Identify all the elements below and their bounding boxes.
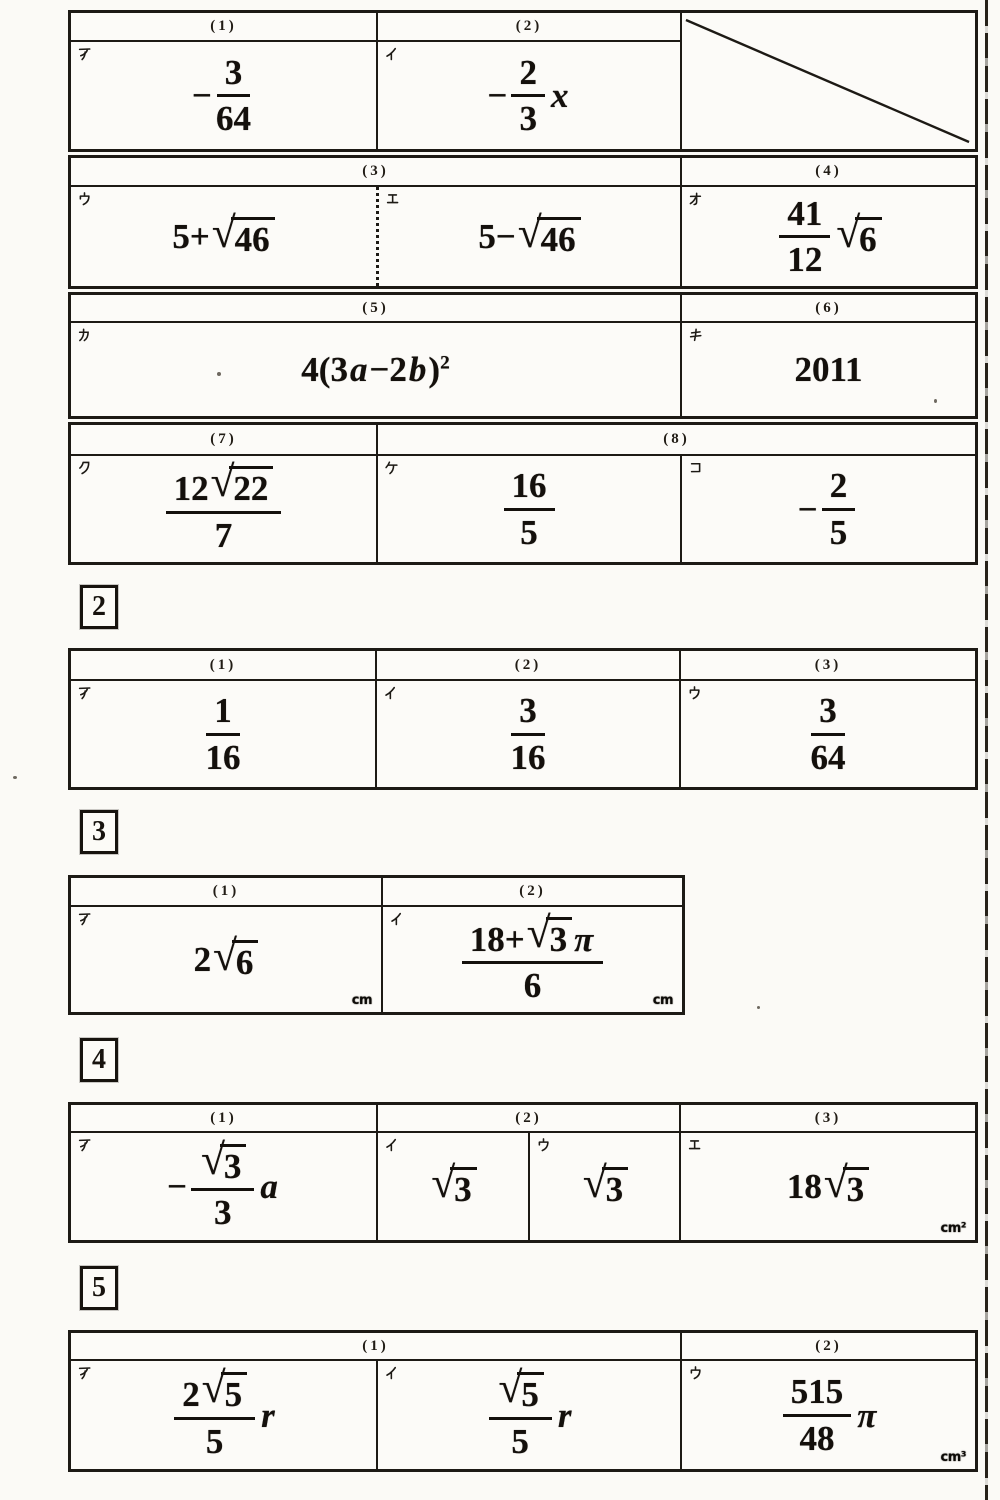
radicand (517, 1372, 544, 1415)
sqrt-expression (498, 1364, 544, 1415)
answer-cell (71, 907, 381, 1012)
fraction (166, 458, 282, 555)
problem-number: 2 (92, 591, 106, 622)
fraction-denominator (214, 514, 233, 555)
math-text: 48 (799, 1418, 835, 1458)
question-number-header (680, 158, 975, 187)
fraction-denominator (799, 1417, 835, 1458)
radicand (221, 1372, 248, 1415)
math-text-run (556, 1395, 574, 1435)
math-text-run (520, 512, 538, 552)
math-text: 3 (519, 691, 537, 731)
question-number-label: (1) (362, 1337, 389, 1354)
fraction-denominator (787, 238, 823, 279)
question-number-label: (2) (519, 883, 546, 899)
question-number-header (381, 878, 682, 907)
answer-cell (680, 187, 975, 286)
fraction (779, 193, 830, 279)
math-text: − (167, 1167, 188, 1206)
math-text-run (234, 219, 270, 259)
answer-cell (528, 1133, 679, 1240)
fraction (511, 52, 545, 138)
math-text-run (846, 1169, 865, 1209)
math-variable: π (857, 1395, 877, 1435)
problem-number-box (80, 810, 118, 854)
scan-speck (217, 372, 221, 376)
sqrt-expression (836, 208, 881, 259)
radical-sign: √ (210, 458, 234, 507)
problem-number-box (80, 585, 118, 629)
question-number-header (376, 425, 975, 456)
math-text: 3 (223, 1146, 242, 1186)
radicand (843, 1167, 870, 1209)
fraction-denominator (829, 511, 848, 552)
math-text: 1 (214, 691, 232, 731)
math-superscript: 2 (440, 352, 450, 374)
answer-table-p1r3 (68, 292, 978, 419)
math-text-run (224, 52, 243, 92)
math-text-run (258, 1169, 280, 1204)
radical-sign: √ (498, 1364, 522, 1413)
answer-cell (376, 456, 680, 562)
problem-number: 5 (92, 1272, 106, 1303)
math-answer (378, 1361, 680, 1469)
math-text-run (787, 240, 823, 279)
math-variable: r (557, 1395, 572, 1435)
math-text: 5 (511, 1421, 529, 1461)
fraction-numerator (217, 52, 251, 97)
math-answer (383, 907, 682, 1012)
math-text: 18+ (469, 919, 525, 959)
math-text-run (469, 919, 525, 959)
math-text-run (194, 942, 212, 977)
math-text: − (487, 76, 508, 115)
question-number-header (680, 1333, 975, 1361)
radicand (602, 1167, 629, 1209)
math-text-run (488, 78, 508, 113)
sqrt-expression (211, 208, 275, 259)
radicand (232, 940, 259, 982)
fraction-numerator (489, 1364, 552, 1419)
question-number-header (71, 425, 376, 456)
math-text-run (172, 219, 209, 254)
fraction-denominator (510, 736, 546, 777)
fraction (510, 691, 546, 777)
fraction-numerator (511, 52, 545, 97)
math-text: 3 (819, 691, 837, 731)
math-text: 4(3 (301, 350, 348, 389)
question-number-header (71, 1105, 376, 1133)
math-text-run (205, 737, 241, 777)
math-text-run (829, 466, 848, 506)
sqrt-expression (210, 458, 274, 509)
answer-cell (375, 681, 679, 787)
math-answer (682, 323, 975, 416)
math-text: − (192, 76, 212, 115)
question-number-label: (1) (210, 1109, 237, 1126)
radicand (855, 217, 882, 259)
fraction-denominator (520, 511, 538, 552)
math-answer (71, 681, 375, 787)
fraction-numerator (206, 691, 240, 735)
question-number-label: (2) (515, 18, 543, 34)
sqrt-expression (526, 908, 572, 959)
scan-speck (757, 1006, 760, 1009)
question-number-label: (7) (210, 431, 237, 447)
answer-cell (71, 1361, 376, 1469)
fraction-numerator (822, 466, 856, 510)
math-answer (71, 907, 381, 1012)
math-variable: x (550, 76, 569, 115)
math-text-run (214, 515, 233, 555)
radical-sign: √ (582, 1158, 606, 1207)
math-variable: a (260, 1167, 278, 1206)
radicand (231, 217, 275, 259)
math-text-run (478, 219, 515, 254)
sqrt-expression (517, 208, 581, 259)
math-variable: a (349, 350, 368, 389)
question-number-header (71, 13, 376, 42)
answer-cell (680, 1361, 975, 1469)
answer-cell (376, 1133, 528, 1240)
math-text: 12 (787, 240, 823, 279)
math-text-run (301, 352, 449, 387)
radical-sign: √ (823, 1158, 847, 1207)
math-text: 16 (511, 466, 547, 506)
math-text: 64 (215, 99, 251, 138)
math-text-run (167, 1169, 187, 1204)
fraction-numerator (511, 691, 545, 735)
answer-cell (680, 323, 975, 416)
radical-sign: √ (431, 1158, 455, 1207)
math-answer (681, 1133, 975, 1240)
unit-label: cm (652, 993, 673, 1008)
fraction-denominator (511, 1420, 529, 1461)
math-text-run (182, 1375, 200, 1415)
answer-cell (71, 42, 376, 149)
radical-sign: √ (201, 1135, 224, 1184)
math-variable: r (261, 1395, 275, 1435)
fraction-denominator (810, 736, 846, 777)
math-text-run (519, 691, 537, 731)
math-text-run (819, 691, 837, 731)
radical-sign: √ (836, 208, 860, 257)
math-answer (71, 42, 376, 149)
radical-sign: √ (517, 208, 541, 257)
math-answer (682, 1361, 975, 1469)
fraction (205, 691, 241, 777)
math-text-run (519, 99, 537, 138)
question-number-header (679, 1105, 975, 1133)
math-text-run (787, 1169, 822, 1204)
fraction-denominator (213, 1191, 232, 1232)
math-text-run (259, 1395, 277, 1435)
math-text-run (605, 1169, 624, 1209)
math-text: 2 (829, 466, 848, 506)
math-text-run (192, 78, 212, 113)
fraction-numerator (504, 466, 555, 510)
fraction (489, 1364, 552, 1461)
fraction-numerator (783, 1372, 852, 1416)
math-text-run (787, 193, 823, 233)
math-text-run (829, 512, 848, 552)
radical-sign: √ (526, 908, 550, 957)
math-answer (378, 456, 680, 562)
fraction-numerator (191, 1135, 254, 1191)
math-answer (530, 1133, 679, 1240)
math-text: 515 (790, 1372, 844, 1412)
fraction-numerator (166, 458, 282, 513)
math-text: 5+ (172, 217, 210, 256)
diagonal-strike-line (682, 13, 975, 149)
math-text-run (511, 466, 547, 506)
sqrt-expression (823, 1158, 869, 1209)
math-answer (378, 1133, 528, 1240)
math-text: 3 (846, 1169, 865, 1209)
math-text: 3 (224, 52, 243, 92)
answer-table-p1r2 (68, 155, 978, 289)
answer-cell (376, 187, 680, 286)
math-text: 16 (205, 737, 241, 777)
question-number-header (376, 13, 680, 42)
answer-cell (381, 907, 682, 1012)
math-text: 16 (510, 737, 546, 777)
fraction-numerator (174, 1364, 255, 1419)
fraction-numerator (462, 908, 603, 964)
answer-cell (376, 1361, 680, 1469)
question-number-label: (1) (209, 656, 237, 673)
sqrt-expression (201, 1135, 246, 1186)
fraction (810, 691, 846, 777)
unit-label: cm² (940, 1221, 966, 1236)
math-text: 3 (605, 1169, 624, 1209)
math-variable: b (408, 350, 427, 389)
math-text-run (235, 942, 254, 982)
question-number-label: (3) (362, 163, 389, 179)
math-answer (71, 456, 376, 562)
radicand (546, 917, 573, 959)
radical-sign: √ (211, 208, 235, 257)
answer-cell (376, 42, 680, 149)
question-number-label: (3) (814, 656, 842, 673)
question-number-header (71, 1333, 680, 1361)
question-number-header (71, 295, 680, 323)
math-text: 3 (213, 1193, 232, 1232)
math-text: 5 (224, 1375, 243, 1415)
radicand (450, 1167, 477, 1209)
math-answer (71, 1361, 376, 1469)
answer-table-p4 (68, 1102, 978, 1243)
math-text: 41 (787, 193, 823, 233)
math-answer (682, 456, 975, 562)
math-text: − (797, 489, 818, 529)
problem-number: 3 (92, 816, 106, 847)
math-text-run (549, 78, 571, 113)
math-text-run (233, 469, 269, 509)
math-text: ) (428, 350, 441, 389)
fraction-denominator (519, 97, 537, 138)
math-text-run (521, 1375, 539, 1415)
math-text: 18 (786, 1167, 822, 1206)
math-answer (71, 323, 680, 416)
math-text-run (810, 737, 846, 777)
fraction-denominator (205, 1420, 224, 1461)
answer-table-p3 (68, 875, 685, 1015)
fraction-numerator (779, 193, 830, 238)
sqrt-expression (431, 1158, 476, 1209)
fraction (504, 466, 555, 552)
math-text-run (454, 1169, 472, 1209)
question-number-header (71, 651, 375, 681)
fraction-denominator (205, 736, 241, 777)
math-text-run (572, 919, 595, 959)
math-text-run (223, 1146, 242, 1186)
radical-sign: √ (201, 1364, 225, 1413)
fraction (783, 1372, 852, 1458)
math-answer (378, 42, 680, 149)
radicand (537, 217, 581, 259)
math-text-run (511, 1421, 529, 1461)
math-text: 5− (478, 217, 516, 256)
blank-crossed-cell (680, 13, 975, 149)
fraction (462, 908, 603, 1005)
math-text-run (215, 99, 251, 138)
question-number-header (71, 878, 381, 907)
math-text: 5 (205, 1421, 224, 1461)
math-text: 6 (235, 942, 254, 982)
fraction-numerator (811, 691, 845, 735)
problem-number-box (80, 1266, 118, 1310)
answer-table-p1r1 (68, 10, 978, 152)
math-text-run (510, 737, 546, 777)
question-number-label: (3) (814, 1109, 842, 1126)
answer-cell (679, 1133, 975, 1240)
unit-label: cm (351, 993, 372, 1008)
fraction (822, 466, 856, 552)
math-text: 6 (523, 966, 542, 1005)
problem-number-box (80, 1038, 118, 1082)
fraction (174, 1364, 255, 1461)
answer-cell (71, 681, 375, 787)
question-number-header (376, 1105, 679, 1133)
math-text: 2 (193, 940, 212, 979)
math-text: 3 (549, 919, 568, 959)
answer-table-p1r4 (68, 422, 978, 565)
scan-speck (934, 399, 937, 403)
fraction-denominator (523, 964, 542, 1005)
radicand (229, 466, 273, 509)
fraction-denominator (215, 97, 251, 138)
fraction (215, 52, 251, 138)
math-text-run (855, 1395, 878, 1435)
math-text-run (224, 1375, 243, 1415)
math-answer (379, 187, 680, 286)
question-number-label: (2) (515, 1109, 542, 1126)
math-text: −2 (369, 350, 407, 389)
question-number-label: (2) (815, 1337, 842, 1354)
math-text: 64 (810, 737, 846, 777)
math-text: 3 (454, 1169, 472, 1209)
question-number-label: (5) (362, 299, 389, 316)
sqrt-expression (582, 1158, 628, 1209)
math-answer (681, 681, 975, 787)
scan-artifact-edge-line (985, 0, 988, 1500)
question-number-header (375, 651, 679, 681)
question-number-header (71, 158, 680, 187)
math-text: 22 (233, 469, 269, 509)
math-variable: π (574, 919, 594, 959)
math-text-run (794, 352, 862, 387)
sqrt-expression (201, 1364, 247, 1415)
answer-cell (71, 456, 376, 562)
math-text-run (173, 469, 209, 509)
math-answer (71, 1133, 376, 1240)
math-answer (682, 187, 975, 286)
sqrt-expression (213, 931, 258, 982)
math-text-run (549, 919, 568, 959)
radical-sign: √ (213, 931, 236, 980)
question-number-label: (6) (815, 299, 842, 316)
math-text-run (799, 1418, 835, 1458)
question-number-label: (4) (815, 163, 842, 179)
math-text: 3 (519, 99, 537, 138)
radicand (220, 1144, 247, 1186)
answer-cell (679, 681, 975, 787)
math-text-run (797, 489, 818, 529)
question-number-header (680, 295, 975, 323)
math-text-run (213, 1193, 232, 1232)
math-text: 2 (519, 52, 537, 92)
question-number-header (679, 651, 975, 681)
math-text: 5 (521, 1375, 539, 1415)
unit-label: cm³ (940, 1450, 966, 1465)
math-text: 12 (173, 469, 209, 509)
math-answer (71, 187, 376, 286)
math-answer (377, 681, 679, 787)
answer-cell (71, 187, 376, 286)
math-text: 6 (859, 219, 877, 259)
math-text: 2 (182, 1375, 200, 1415)
fraction (191, 1135, 254, 1232)
answer-cell (71, 1133, 376, 1240)
answer-table-p5 (68, 1330, 978, 1472)
answer-cell (71, 323, 680, 416)
math-text-run (205, 1421, 224, 1461)
math-text-run (859, 219, 877, 259)
answer-cell (680, 456, 975, 562)
math-text-run (790, 1372, 844, 1412)
question-number-label: (8) (663, 431, 690, 447)
question-number-label: (2) (514, 656, 542, 673)
math-text: 5 (829, 512, 848, 552)
math-text-run (214, 691, 232, 731)
math-text: 46 (540, 219, 576, 259)
question-number-label: (1) (210, 18, 237, 34)
question-number-label: (1) (212, 883, 240, 899)
math-text-run (540, 219, 576, 259)
math-text-run (523, 966, 542, 1005)
problem-number: 4 (92, 1044, 106, 1075)
math-text: 7 (214, 515, 233, 555)
math-text: 2011 (794, 350, 863, 389)
scan-speck (13, 776, 17, 779)
math-text: 5 (520, 512, 538, 552)
math-text: 46 (234, 219, 270, 259)
math-text-run (519, 52, 537, 92)
answer-table-p2 (68, 648, 978, 790)
